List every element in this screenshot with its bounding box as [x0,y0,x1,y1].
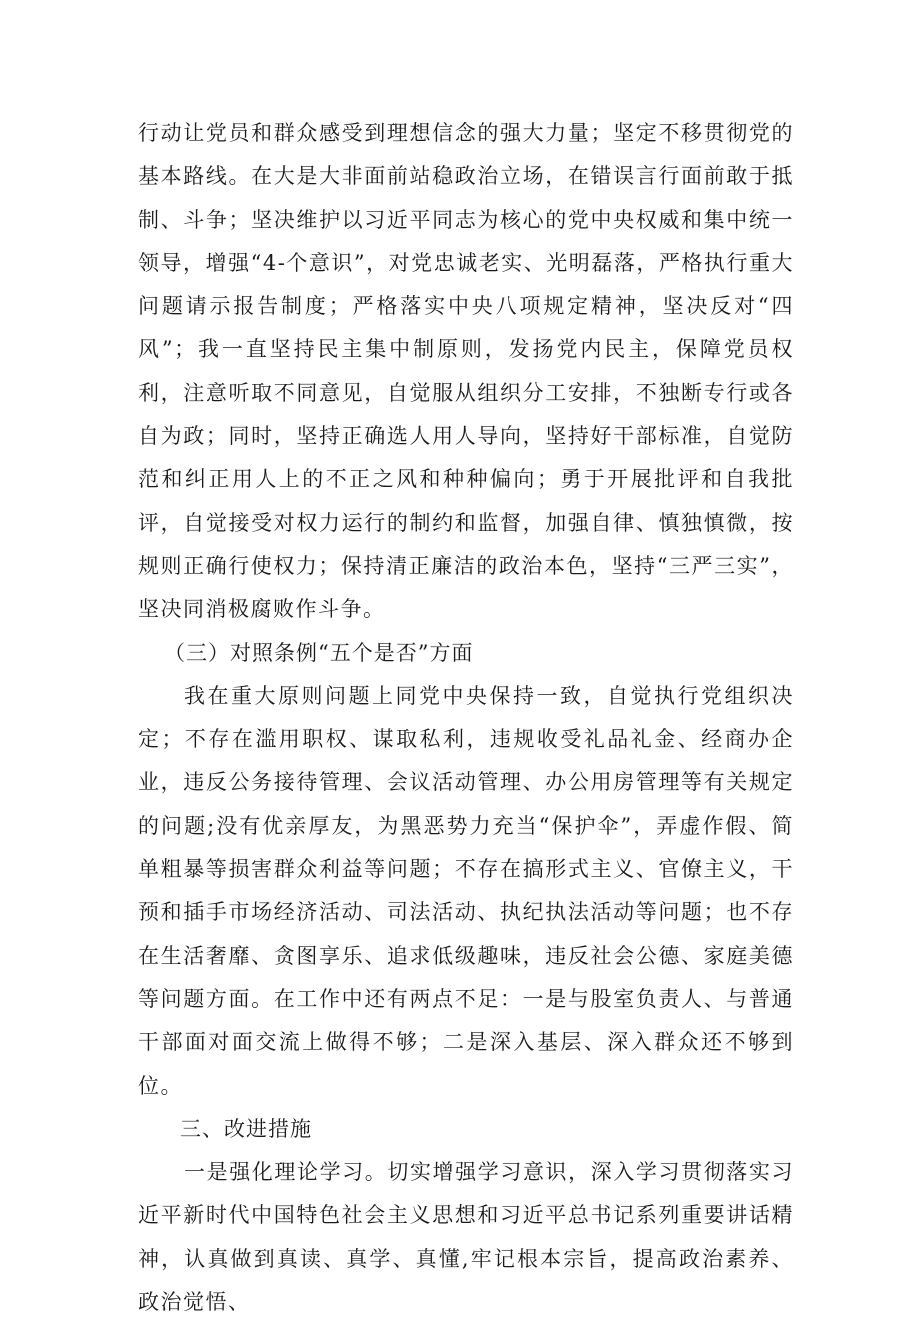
section-heading-improvement: 三、改进措施 [180,1116,312,1141]
body-paragraph-self-check: 我在重大原则问题上同党中央保持一致，自觉执行党组织决定；不存在滥用职权、谋取私利，违规收受礼品礼金、经商办企业，违反公务接待管理、会议活动管理、办公用房管理等有关规定的问题;没有优亲厚友，为黑恶势力充当“保护伞”，弄虚作假、简单粗暴等损害群众利益等问题；不存在搞形式主义、官僚主义，干预和插手市场经济活动、司法活动、执纪执法活动等问题；也不存在生活奢靡、贪图享乐、追求低级趣味，违反社会公德、家庭美德等问题方面。在工作中还有两点不足：一是与股室负责人、与普通干部面对面交流上做得不够；二是深入基层、深入群众还不够到位。 [138,683,794,1098]
body-paragraph-measure-one: 一是强化理论学习。切实增强学习意识，深入学习贯彻落实习近平新时代中国特色社会主义思想和习近平总书记系列重要讲话精神，认真做到真读、真学、真懂,牢记根本宗旨，提高政治素养、政治觉悟、 [138,1160,794,1315]
document-body [138,112,794,1324]
subheading-five-whether: （三）对照条例“五个是否”方面 [164,640,474,665]
body-paragraph-continued: 行动让党员和群众感受到理想信念的强大力量；坚定不移贯彻党的基本路线。在大是大非面前站稳政治立场，在错误言行面前敢于抵制、斗争；坚决维护以习近平同志为核心的党中央权威和集中统一领导，增强“4-个意识”，对党忠诚老实、光明磊落，严格执行重大问题请示报告制度；严格落实中央八项规定精神，坚决反对“四风”；我一直坚持民主集中制原则，发扬党内民主，保障党员权利，注意听取不同意见，自觉服从组织分工安排，不独断专行或各自为政；同时，坚持正确选人用人导向，坚持好干部标准，自觉防范和纠正用人上的不正之风和种种偏向；勇于开展批评和自我批评，自觉接受对权力运行的制约和监督，加强自律、慎独慎微，按规则正确行使权力；保持清正廉洁的政治本色，坚持“三严三实”，坚决同消极腐败作斗争。 [138,121,794,622]
